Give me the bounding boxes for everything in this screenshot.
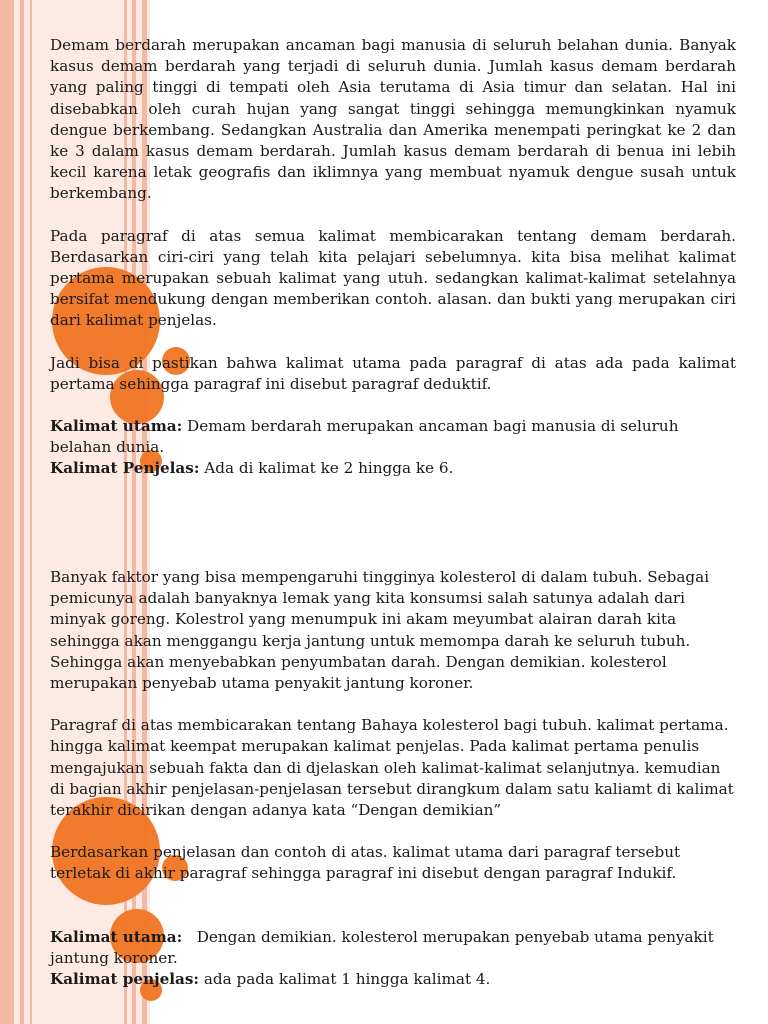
kalimat-utama	[50, 927, 736, 969]
kalimat-penjelas	[50, 969, 736, 990]
slide-2-content	[50, 567, 736, 990]
kalimat-utama-text: Dengan demikian. kolesterol merupakan penyebab utama penyakit jantung koroner.	[50, 927, 719, 967]
decorative-stripe	[20, 0, 24, 512]
kalimat-penjelas-text: Ada di kalimat ke 2 hingga ke 6.	[199, 459, 454, 478]
slide-1-content	[50, 35, 736, 480]
slide-2	[0, 512, 768, 1024]
paragraph: Berdasarkan penjelasan dan contoh di atas. kalimat utama dari paragraf tersebut terletak di akhir paragraf sehingga paragraf ini disebut dengan paragraf Indukif.	[50, 843, 681, 883]
paragraph: Banyak faktor yang bisa mempengaruhi tingginya kolesterol di dalam tubuh. Sebagai pemicunya adalah banyaknya lemak yang kita konsumsi salah satunya adalah dari minyak goreng. Kolestrol yang menumpuk ini akam meyumbat alairan darah kita sehingga akan menggangu kerja jantung untuk memompa darah ke seluruh tubuh. Sehingga akan menyebabkan penyumbatan darah. Dengan demikian. kolesterol merupakan penyebab utama penyakit jantung koroner.	[50, 568, 710, 693]
kalimat-utama-label: Kalimat utama:	[50, 417, 183, 436]
decorative-stripe	[0, 512, 14, 1024]
decorative-stripe	[30, 0, 32, 512]
kalimat-utama	[50, 416, 736, 458]
kalimat-penjelas	[50, 458, 736, 479]
decorative-stripe	[0, 0, 14, 512]
decorative-stripe	[20, 512, 24, 1024]
kalimat-penjelas-label: Kalimat Penjelas:	[50, 459, 200, 478]
decorative-stripe	[30, 512, 32, 1024]
kalimat-utama-text: Demam berdarah merupakan ancaman bagi manusia di seluruh belahan dunia.	[50, 417, 679, 457]
paragraph: Pada paragraf di atas semua kalimat membicarakan tentang demam berdarah. Berdasarkan ciri-ciri yang telah kita pelajari sebelumnya. kita bisa melihat kalimat pertama merupakan sebuah kalimat yang utuh. sedangkan kalimat-kalimat setelahnya bersifat mendukung dengan memberikan contoh. alasan. dan bukti yang merupakan ciri dari kalimat penjelas.	[50, 226, 736, 330]
kalimat-penjelas-text: ada pada kalimat 1 hingga kalimat 4.	[199, 970, 491, 989]
paragraph: Demam berdarah merupakan ancaman bagi manusia di seluruh belahan dunia. Banyak kasus demam berdarah yang terjadi di seluruh dunia. Jumlah kasus demam berdarah yang paling tinggi di tempati oleh Asia terutama di Asia timur dan selatan. Hal ini disebabkan oleh curah hujan yang sangat tinggi sehingga memungkinkan nyamuk dengue berkembang. Sedangkan Australia dan Amerika menempati peringkat ke 2 dan ke 3 dalam kasus demam berdarah. Jumlah kasus demam berdarah di benua ini lebih kecil karena letak geografis dan iklimnya yang membuat nyamuk dengue susah untuk berkembang.	[50, 36, 736, 203]
paragraph: Paragraf di atas membicarakan tentang Bahaya kolesterol bagi tubuh. kalimat pertama. hingga kalimat keempat merupakan kalimat penjelas. Pada kalimat pertama penulis mengajukan sebuah fakta dan di djelaskan oleh kalimat-kalimat selanjutnya. kemudian di bagian akhir penjelasan-penjelasan tersebut dirangkum dalam satu kaliamt di kalimat terakhir dicirikan dengan adanya kata “Dengan demikian”	[50, 716, 734, 820]
kalimat-penjelas-label: Kalimat penjelas:	[50, 970, 200, 989]
kalimat-utama-label: Kalimat utama:	[50, 927, 183, 946]
paragraph: Jadi bisa di pastikan bahwa kalimat utama pada paragraf di atas ada pada kalimat pertama sehingga paragraf ini disebut paragraf deduktif.	[50, 353, 736, 393]
